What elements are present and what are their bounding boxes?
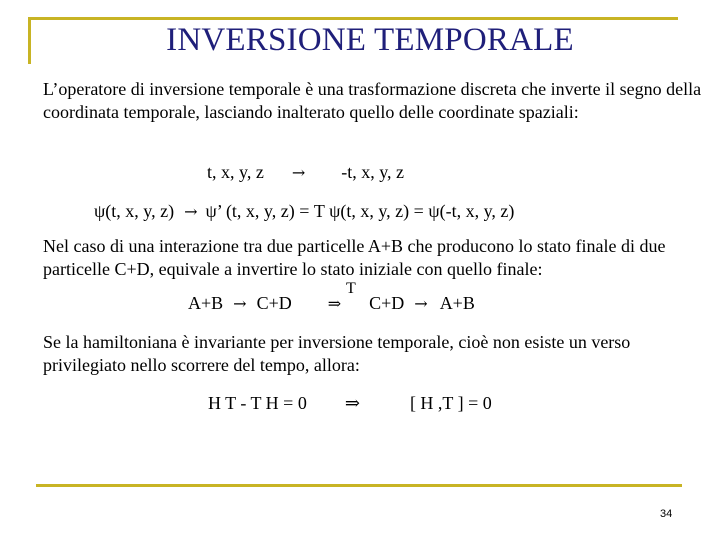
reaction-inverted-initial: C+D bbox=[369, 293, 405, 313]
wavefunction-line bbox=[94, 201, 514, 222]
t-operator-label: T bbox=[346, 280, 356, 297]
wave-text-2: ’ (t, x, y, z) = T bbox=[216, 201, 325, 221]
reaction-final: C+D bbox=[256, 293, 292, 313]
psi-symbol: ψ bbox=[329, 201, 341, 221]
right-arrow-icon: → bbox=[414, 294, 428, 313]
wave-text-4: (-t, x, y, z) bbox=[439, 201, 515, 221]
reaction-line bbox=[188, 293, 475, 314]
wave-text-3: (t, x, y, z) = bbox=[340, 201, 424, 221]
commutator-line bbox=[208, 393, 492, 414]
transform-line bbox=[207, 162, 404, 183]
paragraph-definition: L’operatore di inversione temporale è una trasformazione discreta che inverte il segno della coordinata temporale, lasciando inalterato quello delle coordinate spaziali: bbox=[43, 79, 702, 122]
implies-arrow-icon: ⇒ bbox=[327, 294, 342, 313]
psi-symbol: ψ bbox=[94, 201, 106, 221]
paragraph-hamiltonian: Se la hamiltoniana è invariante per inversione temporale, cioè non esiste un verso privilegiato nello scorrere del tempo, allora: bbox=[43, 332, 631, 375]
bottom-frame-rule bbox=[36, 484, 682, 487]
slide-title: INVERSIONE TEMPORALE bbox=[166, 22, 574, 58]
psi-symbol: ψ bbox=[205, 201, 217, 221]
commutator-left: H T - T H = 0 bbox=[208, 393, 307, 413]
transform-right: -t, x, y, z bbox=[341, 162, 405, 182]
right-arrow-icon: → bbox=[233, 294, 247, 313]
paragraph-interaction: Nel caso di una interazione tra due particelle A+B che producono lo stato finale di due particelle C+D, equivale a invertire lo stato iniziale con quello finale: bbox=[43, 236, 666, 279]
page-number: 34 bbox=[660, 508, 673, 520]
right-arrow-icon: → bbox=[184, 202, 198, 221]
reaction-inverted-final: A+B bbox=[439, 293, 475, 313]
reaction-initial: A+B bbox=[188, 293, 224, 313]
right-arrow-icon: → bbox=[291, 163, 306, 182]
top-frame-rule bbox=[28, 17, 678, 20]
implies-arrow-icon: ⇒ bbox=[344, 393, 360, 414]
psi-symbol: ψ bbox=[428, 201, 440, 221]
wave-text-1: (t, x, y, z) bbox=[105, 201, 175, 221]
transform-left: t, x, y, z bbox=[207, 162, 264, 182]
commutator-right: [ H ,T ] = 0 bbox=[409, 393, 492, 413]
